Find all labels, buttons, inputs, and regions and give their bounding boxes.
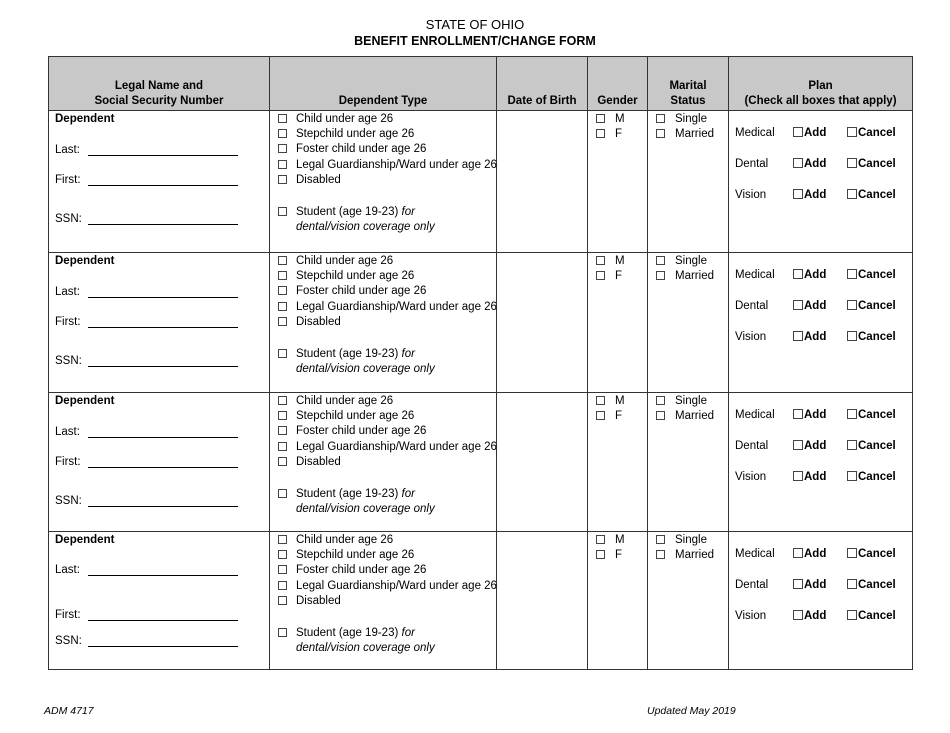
- type-option-child[interactable]: Child under age 26: [278, 254, 393, 269]
- first-name-label: First:: [55, 316, 81, 328]
- checkbox-icon[interactable]: [847, 548, 857, 558]
- type-option-foster[interactable]: Foster child under age 26: [278, 142, 426, 157]
- checkbox-icon[interactable]: [278, 411, 287, 420]
- first-name-field[interactable]: [88, 185, 238, 186]
- table-header-row: [49, 57, 913, 111]
- dependent-label: Dependent: [55, 395, 115, 407]
- checkbox-icon[interactable]: [278, 565, 287, 574]
- ssn-label: SSN:: [55, 213, 82, 225]
- gender-option-m[interactable]: M: [596, 533, 625, 548]
- type-option-student[interactable]: Student (age 19-23) for: [278, 347, 415, 362]
- ssn-label: SSN:: [55, 495, 82, 507]
- checkbox-icon[interactable]: [596, 129, 605, 138]
- first-name-field[interactable]: [88, 620, 238, 621]
- dental-add-checkbox[interactable]: Add: [793, 440, 826, 452]
- last-name-field[interactable]: [88, 297, 238, 298]
- checkbox-icon[interactable]: [847, 440, 857, 450]
- type-option-stepchild[interactable]: Stepchild under age 26: [278, 269, 414, 284]
- dental-cancel-checkbox[interactable]: Cancel: [847, 579, 896, 591]
- dependent-table: [48, 56, 913, 670]
- type-option-stepchild[interactable]: Stepchild under age 26: [278, 409, 414, 424]
- ssn-field[interactable]: [88, 366, 238, 367]
- marital-option-single[interactable]: Single: [656, 394, 707, 409]
- dependent-row: [49, 253, 913, 393]
- last-name-label: Last:: [55, 144, 80, 156]
- checkbox-icon[interactable]: [847, 127, 857, 137]
- dependent-row: [49, 393, 913, 532]
- checkbox-icon[interactable]: [656, 256, 665, 265]
- date-of-birth-cell[interactable]: [497, 253, 588, 393]
- marital-status-cell: [648, 532, 729, 670]
- type-option-guardianship[interactable]: Legal Guardianship/Ward under age 26: [278, 440, 497, 455]
- checkbox-icon[interactable]: [847, 579, 857, 589]
- marital-status-cell: [648, 393, 729, 532]
- plan-medical-label: Medical: [735, 409, 775, 421]
- gender-option-f[interactable]: F: [596, 548, 622, 563]
- checkbox-icon[interactable]: [793, 300, 803, 310]
- checkbox-icon[interactable]: [278, 535, 287, 544]
- dependent-type-cell: [270, 111, 497, 253]
- marital-option-single[interactable]: Single: [656, 112, 707, 127]
- checkbox-icon[interactable]: [278, 271, 287, 280]
- medical-add-checkbox[interactable]: Add: [793, 548, 826, 560]
- checkbox-icon[interactable]: [278, 175, 287, 184]
- plan-cell: [729, 253, 913, 393]
- dependent-type-cell: [270, 253, 497, 393]
- marital-option-single[interactable]: Single: [656, 254, 707, 269]
- checkbox-icon[interactable]: [278, 207, 287, 216]
- checkbox-icon[interactable]: [793, 158, 803, 168]
- ssn-label: SSN:: [55, 635, 82, 647]
- checkbox-icon[interactable]: [793, 579, 803, 589]
- plan-medical-label: Medical: [735, 127, 775, 139]
- gender-option-m[interactable]: M: [596, 394, 625, 409]
- dependent-type-cell: [270, 532, 497, 670]
- header-gender: Gender: [588, 57, 648, 111]
- checkbox-icon[interactable]: [847, 610, 857, 620]
- marital-option-married[interactable]: Married: [656, 548, 714, 563]
- checkbox-icon[interactable]: [656, 114, 665, 123]
- checkbox-icon[interactable]: [793, 127, 803, 137]
- checkbox-icon[interactable]: [278, 442, 287, 451]
- type-option-foster[interactable]: Foster child under age 26: [278, 563, 426, 578]
- checkbox-icon[interactable]: [793, 409, 803, 419]
- student-note: dental/vision coverage only: [296, 642, 435, 654]
- state-title: STATE OF OHIO: [425, 17, 525, 32]
- legal-name-cell: [49, 532, 270, 670]
- plan-medical-label: Medical: [735, 269, 775, 281]
- dependent-label: Dependent: [55, 113, 115, 125]
- checkbox-icon[interactable]: [596, 271, 605, 280]
- header-legal-name: Legal Name and Social Security Number: [49, 57, 270, 111]
- ssn-label: SSN:: [55, 355, 82, 367]
- checkbox-icon[interactable]: [847, 269, 857, 279]
- checkbox-icon[interactable]: [793, 189, 803, 199]
- plan-vision-label: Vision: [735, 471, 767, 483]
- marital-status-cell: [648, 253, 729, 393]
- last-name-field[interactable]: [88, 575, 238, 576]
- dependent-row: [49, 532, 913, 670]
- checkbox-icon[interactable]: [278, 129, 287, 138]
- checkbox-icon[interactable]: [278, 144, 287, 153]
- type-option-disabled[interactable]: Disabled: [278, 455, 341, 470]
- plan-vision-label: Vision: [735, 331, 767, 343]
- gender-option-m[interactable]: M: [596, 254, 625, 269]
- header-date-of-birth: Date of Birth: [497, 57, 588, 111]
- legal-name-cell: [49, 253, 270, 393]
- checkbox-icon[interactable]: [278, 349, 287, 358]
- checkbox-icon[interactable]: [278, 426, 287, 435]
- marital-status-cell: [648, 111, 729, 253]
- checkbox-icon[interactable]: [793, 471, 803, 481]
- last-name-field[interactable]: [88, 437, 238, 438]
- plan-dental-label: Dental: [735, 158, 769, 170]
- checkbox-icon[interactable]: [278, 596, 287, 605]
- checkbox-icon[interactable]: [656, 550, 665, 559]
- plan-cell: [729, 111, 913, 253]
- checkbox-icon[interactable]: [278, 256, 287, 265]
- ssn-field[interactable]: [88, 646, 238, 647]
- type-option-guardianship[interactable]: Legal Guardianship/Ward under age 26: [278, 158, 497, 173]
- checkbox-icon[interactable]: [847, 189, 857, 199]
- first-name-label: First:: [55, 456, 81, 468]
- checkbox-icon[interactable]: [278, 396, 287, 405]
- checkbox-icon[interactable]: [656, 535, 665, 544]
- gender-option-f[interactable]: F: [596, 127, 622, 142]
- medical-add-checkbox[interactable]: Add: [793, 409, 826, 421]
- vision-cancel-checkbox[interactable]: Cancel: [847, 610, 896, 622]
- type-option-disabled[interactable]: Disabled: [278, 594, 341, 609]
- vision-add-checkbox[interactable]: Add: [793, 331, 826, 343]
- type-option-child[interactable]: Child under age 26: [278, 394, 393, 409]
- dependent-label: Dependent: [55, 255, 115, 267]
- checkbox-icon[interactable]: [847, 331, 857, 341]
- student-note: dental/vision coverage only: [296, 221, 435, 233]
- plan-cell: [729, 393, 913, 532]
- marital-option-married[interactable]: Married: [656, 127, 714, 142]
- checkbox-icon[interactable]: [847, 300, 857, 310]
- checkbox-icon[interactable]: [793, 548, 803, 558]
- vision-cancel-checkbox[interactable]: Cancel: [847, 331, 896, 343]
- vision-add-checkbox[interactable]: Add: [793, 610, 826, 622]
- plan-vision-label: Vision: [735, 610, 767, 622]
- vision-add-checkbox[interactable]: Add: [793, 189, 826, 201]
- marital-option-married[interactable]: Married: [656, 269, 714, 284]
- dental-cancel-checkbox[interactable]: Cancel: [847, 300, 896, 312]
- type-option-stepchild[interactable]: Stepchild under age 26: [278, 548, 414, 563]
- type-option-guardianship[interactable]: Legal Guardianship/Ward under age 26: [278, 579, 497, 594]
- type-option-child[interactable]: Child under age 26: [278, 112, 393, 127]
- dependent-type-cell: [270, 393, 497, 532]
- checkbox-icon[interactable]: [656, 271, 665, 280]
- header-marital-status: Marital Status: [648, 57, 729, 111]
- checkbox-icon[interactable]: [847, 409, 857, 419]
- type-option-student[interactable]: Student (age 19-23) for: [278, 487, 415, 502]
- last-name-label: Last:: [55, 286, 80, 298]
- plan-dental-label: Dental: [735, 579, 769, 591]
- header-dependent-type: Dependent Type: [270, 57, 497, 111]
- vision-cancel-checkbox[interactable]: Cancel: [847, 471, 896, 483]
- form-header: [0, 16, 950, 50]
- plan-medical-label: Medical: [735, 548, 775, 560]
- vision-add-checkbox[interactable]: Add: [793, 471, 826, 483]
- gender-cell: [588, 253, 648, 393]
- updated-date: Updated May 2019: [647, 705, 736, 717]
- dependent-row: [49, 111, 913, 253]
- checkbox-icon[interactable]: [596, 256, 605, 265]
- gender-cell: [588, 532, 648, 670]
- plan-dental-label: Dental: [735, 300, 769, 312]
- type-option-child[interactable]: Child under age 26: [278, 533, 393, 548]
- legal-name-cell: [49, 393, 270, 532]
- checkbox-icon[interactable]: [596, 550, 605, 559]
- checkbox-icon[interactable]: [656, 129, 665, 138]
- first-name-field[interactable]: [88, 467, 238, 468]
- first-name-label: First:: [55, 609, 81, 621]
- first-name-field[interactable]: [88, 327, 238, 328]
- last-name-field[interactable]: [88, 155, 238, 156]
- date-of-birth-cell[interactable]: [497, 532, 588, 670]
- form-number: ADM 4717: [44, 705, 94, 717]
- student-note: dental/vision coverage only: [296, 503, 435, 515]
- dental-add-checkbox[interactable]: Add: [793, 300, 826, 312]
- checkbox-icon[interactable]: [847, 158, 857, 168]
- checkbox-icon[interactable]: [847, 471, 857, 481]
- checkbox-icon[interactable]: [278, 286, 287, 295]
- checkbox-icon[interactable]: [656, 411, 665, 420]
- checkbox-icon[interactable]: [793, 610, 803, 620]
- dental-cancel-checkbox[interactable]: Cancel: [847, 440, 896, 452]
- medical-cancel-checkbox[interactable]: Cancel: [847, 409, 896, 421]
- medical-add-checkbox[interactable]: Add: [793, 127, 826, 139]
- checkbox-icon[interactable]: [596, 411, 605, 420]
- plan-vision-label: Vision: [735, 189, 767, 201]
- type-option-disabled[interactable]: Disabled: [278, 173, 341, 188]
- checkbox-icon[interactable]: [656, 396, 665, 405]
- dependent-label: Dependent: [55, 534, 115, 546]
- last-name-label: Last:: [55, 426, 80, 438]
- checkbox-icon[interactable]: [278, 550, 287, 559]
- gender-option-m[interactable]: M: [596, 112, 625, 127]
- student-note: dental/vision coverage only: [296, 363, 435, 375]
- ssn-field[interactable]: [88, 506, 238, 507]
- checkbox-icon[interactable]: [278, 457, 287, 466]
- checkbox-icon[interactable]: [278, 114, 287, 123]
- gender-option-f[interactable]: F: [596, 409, 622, 424]
- checkbox-icon[interactable]: [278, 581, 287, 590]
- medical-cancel-checkbox[interactable]: Cancel: [847, 269, 896, 281]
- checkbox-icon[interactable]: [278, 489, 287, 498]
- medical-add-checkbox[interactable]: Add: [793, 269, 826, 281]
- type-option-stepchild[interactable]: Stepchild under age 26: [278, 127, 414, 142]
- checkbox-icon[interactable]: [596, 114, 605, 123]
- date-of-birth-cell[interactable]: [497, 111, 588, 253]
- marital-option-married[interactable]: Married: [656, 409, 714, 424]
- type-option-student[interactable]: Student (age 19-23) for: [278, 205, 415, 220]
- checkbox-icon[interactable]: [278, 628, 287, 637]
- legal-name-cell: [49, 111, 270, 253]
- checkbox-icon[interactable]: [793, 269, 803, 279]
- checkbox-icon[interactable]: [596, 396, 605, 405]
- checkbox-icon[interactable]: [278, 302, 287, 311]
- type-option-guardianship[interactable]: Legal Guardianship/Ward under age 26: [278, 300, 497, 315]
- checkbox-icon[interactable]: [793, 440, 803, 450]
- checkbox-icon[interactable]: [793, 331, 803, 341]
- plan-dental-label: Dental: [735, 440, 769, 452]
- first-name-label: First:: [55, 174, 81, 186]
- gender-option-f[interactable]: F: [596, 269, 622, 284]
- checkbox-icon[interactable]: [278, 317, 287, 326]
- date-of-birth-cell[interactable]: [497, 393, 588, 532]
- gender-cell: [588, 393, 648, 532]
- dental-add-checkbox[interactable]: Add: [793, 158, 826, 170]
- gender-cell: [588, 111, 648, 253]
- medical-cancel-checkbox[interactable]: Cancel: [847, 127, 896, 139]
- type-option-foster[interactable]: Foster child under age 26: [278, 424, 426, 439]
- dental-cancel-checkbox[interactable]: Cancel: [847, 158, 896, 170]
- ssn-field[interactable]: [88, 224, 238, 225]
- plan-cell: [729, 532, 913, 670]
- type-option-foster[interactable]: Foster child under age 26: [278, 284, 426, 299]
- checkbox-icon[interactable]: [596, 535, 605, 544]
- type-option-disabled[interactable]: Disabled: [278, 315, 341, 330]
- form-title: BENEFIT ENROLLMENT/CHANGE FORM: [354, 34, 596, 48]
- dental-add-checkbox[interactable]: Add: [793, 579, 826, 591]
- type-option-student[interactable]: Student (age 19-23) for: [278, 626, 415, 641]
- marital-option-single[interactable]: Single: [656, 533, 707, 548]
- vision-cancel-checkbox[interactable]: Cancel: [847, 189, 896, 201]
- medical-cancel-checkbox[interactable]: Cancel: [847, 548, 896, 560]
- checkbox-icon[interactable]: [278, 160, 287, 169]
- last-name-label: Last:: [55, 564, 80, 576]
- header-plan: Plan (Check all boxes that apply): [729, 57, 913, 111]
